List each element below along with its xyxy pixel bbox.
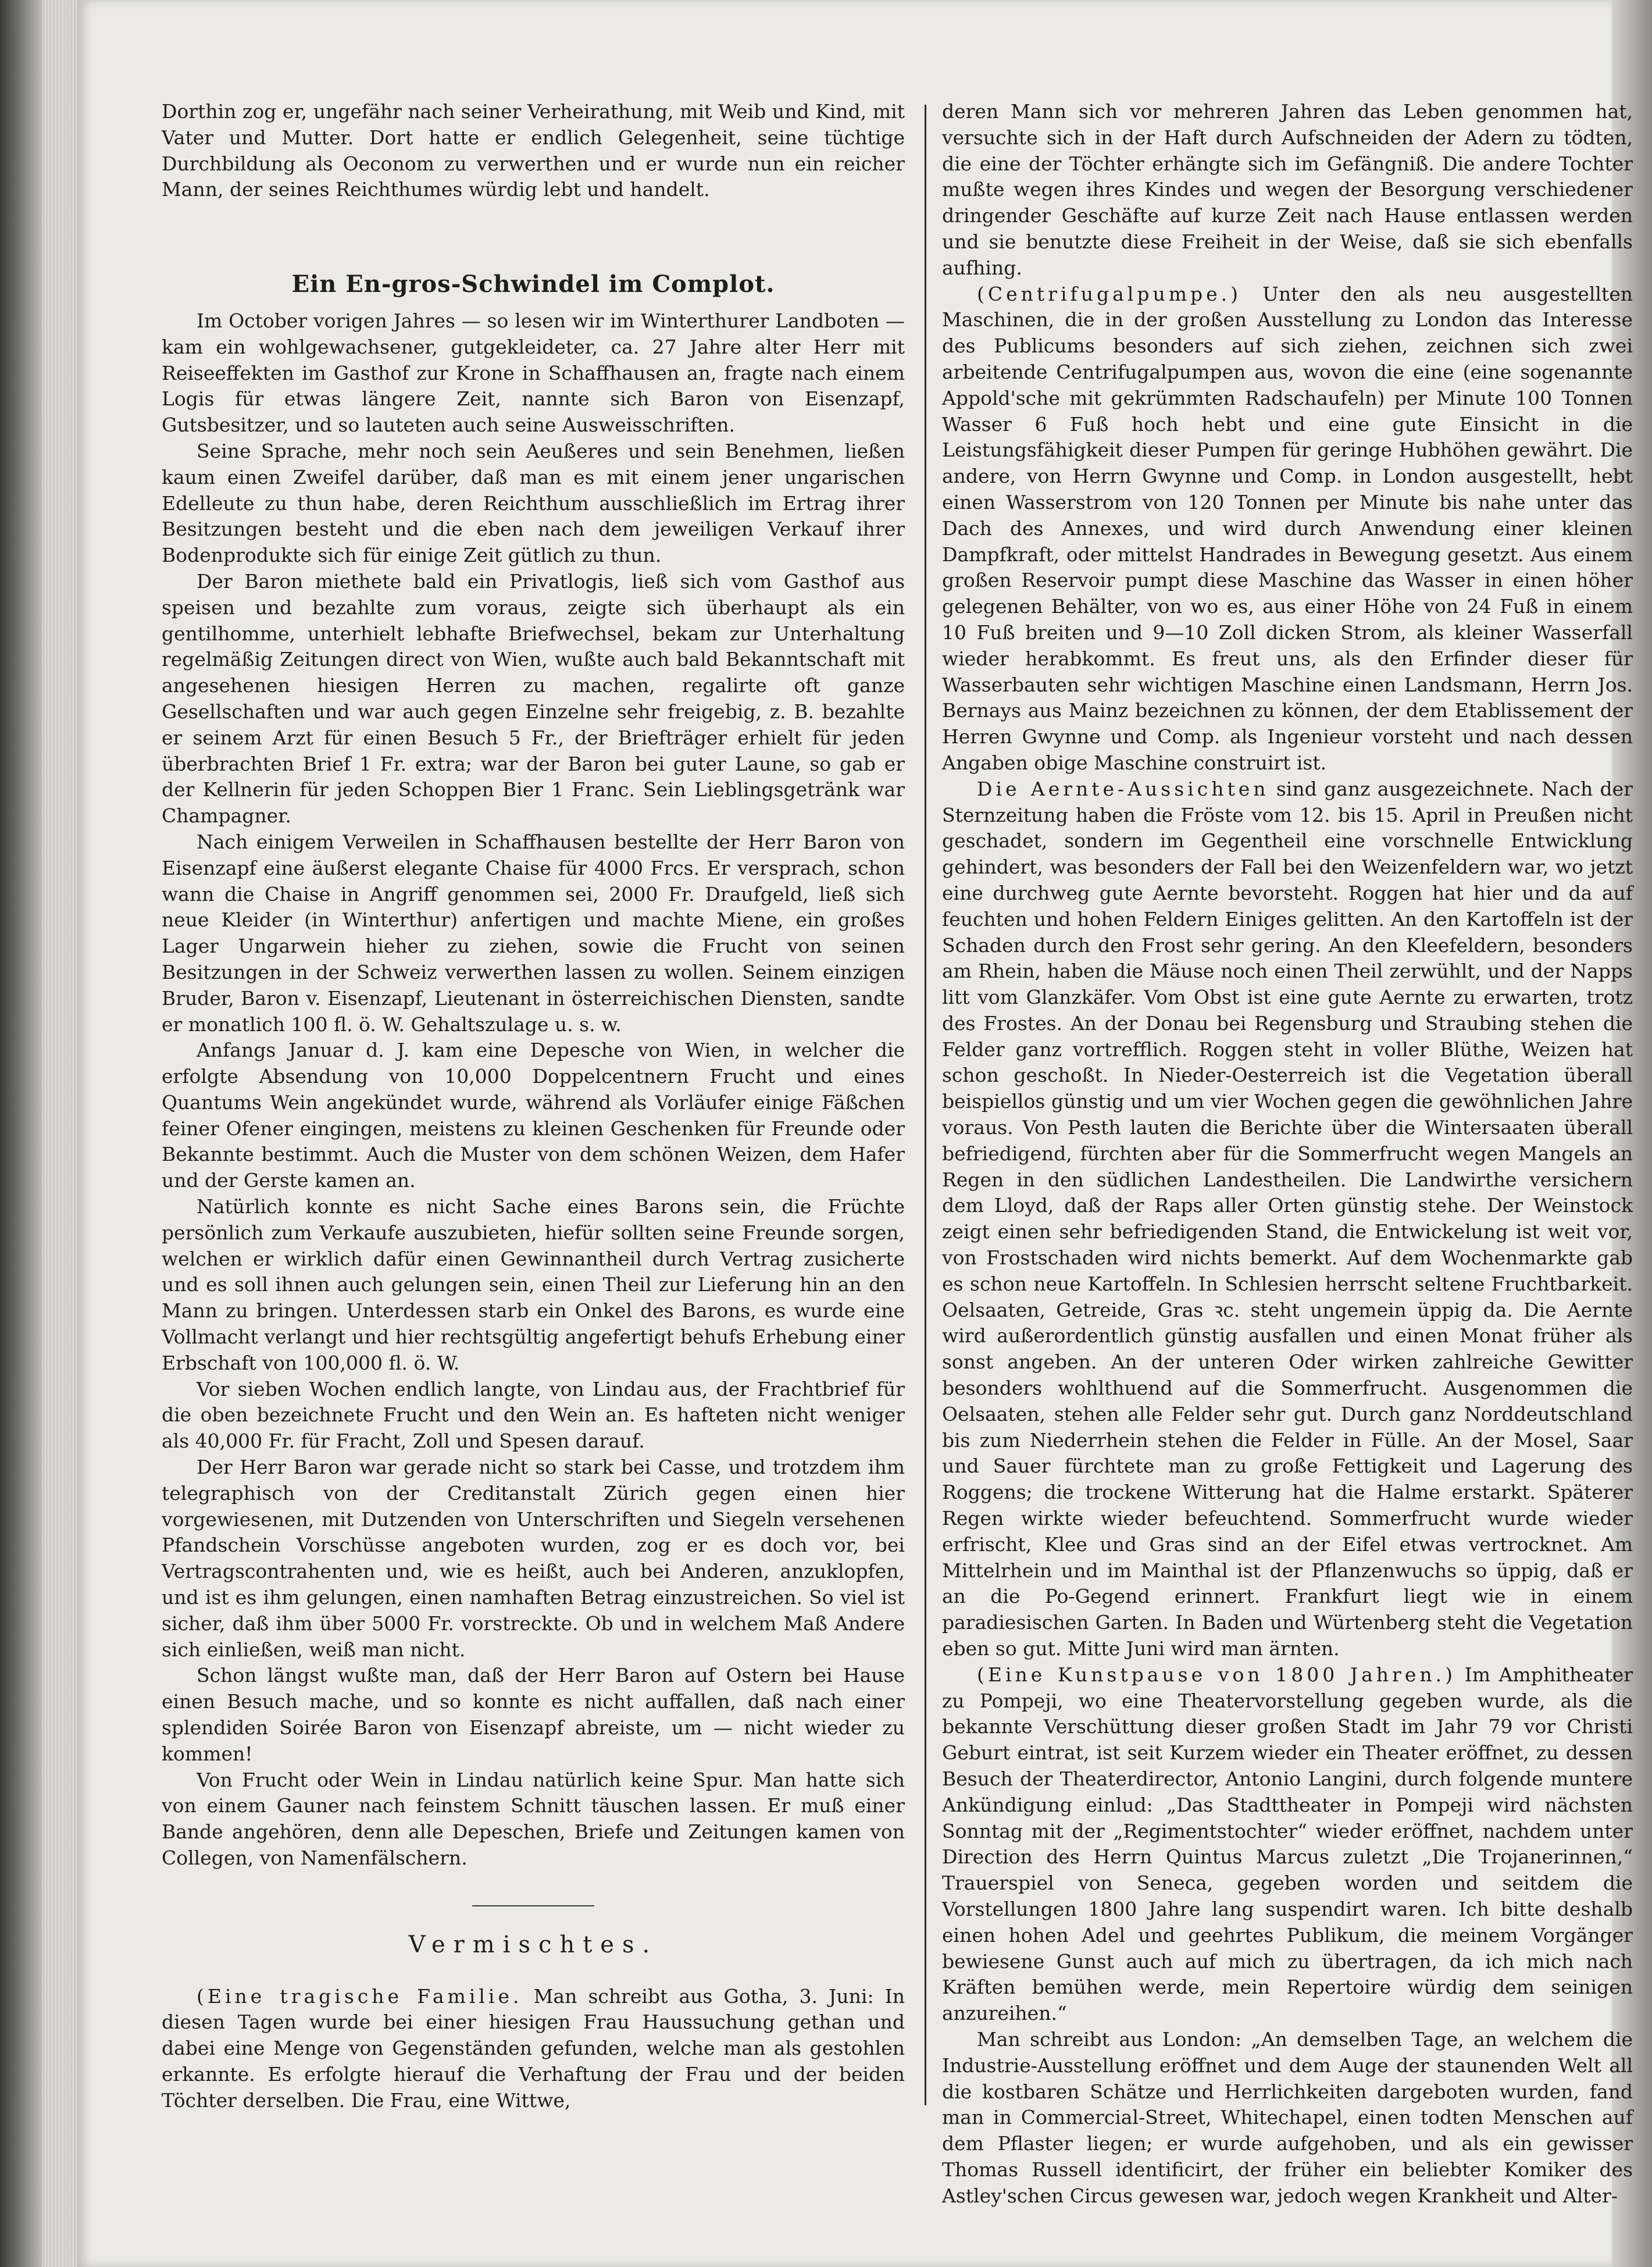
section-title: Vermischtes. [408,1931,658,1958]
pump-text: Unter den als neu ausgestellten Maschinen, die in der großen Ausstellung zu London das Interesse des Publicums besonders auf sich ziehen, zeichnen sich zwei arbeitende Centrifugalpumpen aus, wovon die eine (eine sogenannte Appold'sche mit gekrümmten Radschaufeln) per Minute 100 Tonnen Wasser 6 Fuß hoch hebt und eine gute Einsicht in die Leistungsfähigkeit dieser Pumpen für geringe Hubhöhen gewährt. Die andere, von Herrn Gwynne und Comp. in London ausgestellt, hebt einen Wasserstrom von 120 Tonnen per Minute bis nahe unter das Dach des Annexes, und wird durch Anwendung einer kleinen Dampfkraft, oder mittelst Handrades in Bewegung gesetzt. Aus einem großen Reservoir pumpt diese Maschine das Wasser in einen höher gelegenen Behälter, von wo es, aus einer Höhe von 24 Fuß in einem 10 Fuß breiten und 9—10 Zoll dicken Strom, als kleiner Wasserfall wieder herabkommt. Es freut uns, als den Erfinder dieser für Wasserbauten sehr wichtigen Maschine einen Landsmann, Herrn Jos. Bernays aus Mainz bezeichnen zu können, der dem Etablissement der Herren Gwynne und Comp. als Ingenieur vorsteht und nach dessen Angaben obige Maschine construirt ist. [942,282,1633,774]
pompeji-text: Im Amphitheater zu Pompeji, wo eine Theatervorstellung gegeben wurde, als die bekannte Verschüttung dieser großen Stadt im Jahr 79 vor Christi Geburt eintrat, ist seit Kurzem wieder ein Theater eröffnet, zu dessen Besuch der Theaterdirector, Antonio Langini, durch folgende muntere Ankündigung einlud: „Das Stadttheater in Pompeji wird nächsten Sonntag mit der „Regimentstochter“ wieder eröffnet, nachdem unter Direction des Herrn Quintus Marcus zuletzt „Die Trojanerinnen,“ Trauerspiel von Seneca, gegeben worden und seitdem die Vorstellungen 1800 Jahre lang suspendirt waren. Ich bitte deshalb einen hohen Adel und geehrtes Publikum, die meinem Vorgänger bewiesene Gunst auch auf mich zu übertragen, da ich mich nach Kräften bemühen werde, mein Repertoire würdig dem seinigen anzureihen.“ [942,1663,1633,2025]
pompeji-lead: (Eine Kunstpause von 1800 Jahren.) [977,1663,1456,1686]
vermischtes-paragraph-1 [162,1984,905,2114]
article-paragraph-5: Anfangs Januar d. J. kam eine Depesche von Wien, in welcher die erfolgte Absendung von 10,000 Doppelcentnern Frucht und eines Quantums Wein angekündet wurde, während als Vorläufer einige Fäßchen feiner Ofener eingingen, meistens zu kleinen Geschenken für Freunde oder Bekannte bestimmt. Auch die Muster von dem schönen Weizen, dem Hafer und der Gerste kamen an. [162,1039,905,1192]
section-rule [472,1905,594,1906]
harvest-lead: Die Aernte-Aussichten [977,777,1269,800]
harvest-paragraph [942,776,1633,1662]
column-divider [925,105,926,2105]
pump-paragraph [942,281,1633,776]
harvest-text: sind ganz ausgezeichnete. Nach der Sternzeitung haben die Fröste vom 12. bis 15. April in Preußen nicht geschadet, sondern im Gegentheil eine vorschnelle Entwicklung gehindert, was besonders der Fall bei den Weizenfeldern war, wo jetzt eine durchweg gute Aernte bevorsteht. Roggen hat hier und da auf feuchten und hohen Feldern Einiges gelitten. An den Kartoffeln ist der Schaden durch den Frost sehr gering. An den Kleefeldern, besonders am Rhein, haben die Mäuse noch einen Theil zerwühlt, und der Napps litt vom Glanzkäfer. Vom Obst ist eine gute Aernte zu erwarten, trotz des Frostes. An der Donau bei Regensburg und Straubing stehen die Felder ganz vortrefflich. Roggen steht in voller Blüthe, Weizen hat schon geschoßt. In Nieder-Oesterreich ist die Vegetation überall beispiellos günstig und um vier Wochen gegen die gewöhnlichen Jahre voraus. Von Pesth lauten die Berichte über die Wintersaaten überall befriedigend, fürchten aber für die Sommerfrucht wegen Mangels an Regen in den südlichen Landestheilen. Die Landwirthe versichern dem Lloyd, daß der Raps aller Orten günstig stehe. Der Weinstock zeigt einen sehr befriedigenden Stand, die Entwickelung ist weit vor, von Frostschaden wird nichts bemerkt. Auf dem Wochenmarkte gab es schon neue Kartoffeln. In Schlesien herrscht seltene Fruchtbarkeit. Oelsaaten, Getreide, Gras ꝛc. steht ungemein üppig da. Die Aernte wird außerordentlich günstig ausfallen und einen Monat früher als sonst angeben. An der unteren Oder wirken zahlreiche Gewitter besonders wohlthuend auf die Sommerfrucht. Ausgenommen die Oelsaaten, stehen alle Felder sehr gut. Durch ganz Norddeutschland bis zum Niederrhein stehen die Felder in Fülle. An der Mosel, Saar und Sauer fürchtete man zu große Fettigkeit und Lagerung des Roggens; die trockene Witterung hat die Halme erstarkt. Späterer Regen wirkte wieder befeuchtend. Sommerfrucht wurde wieder erfrischt, Klee und Gras sind an der Eifel etwas vertrocknet. Am Mittelrhein und im Mainthal ist der Pflanzenwuchs so üppig, daß er an die Po-Gegend erinnert. Frankfurt liegt wie in einem paradiesischen Garten. In Baden und Würtenberg steht die Vegetation eben so gut. Mitte Juni wird man ärnten. [942,777,1633,1660]
item-lead: (Eine tragische Familie. [197,1984,523,2008]
continuation-paragraph: deren Mann sich vor mehreren Jahren das Leben genommen hat, versuchte sich in der Haft durch Aufschneiden der Adern zu tödten, die eine der Töchter erhängte sich im Gefängniß. Die andere Tochter mußte wegen ihres Kindes und wegen der Besorgung verschiedener dringender Geschäfte auf kurze Zeit nach Hause entlassen werden und sie benutzte diese Freiheit in der Weise, daß sie sich ebenfalls aufhing. [942,100,1633,279]
article-paragraph-3: Der Baron miethete bald ein Privatlogis, ließ sich vom Gasthof aus speisen und bezahlte zum voraus, zeigte sich überhaupt als ein gentilhomme, unterhielt lebhafte Briefwechsel, bekam zur Unterhaltung regelmäßig Zeitungen direct von Wien, wußte auch bald Bekanntschaft mit angesehenen hiesigen Herren zu machen, regalirte oft ganze Gesellschaften und war auch gegen Einzelne sehr freigebig, z. B. bezahlte er seinem Arzt für einen Besuch 5 Fr., der Briefträger erhielt für jeden überbrachten Brief 1 Fr. extra; war der Baron bei guter Laune, so gab er der Kellnerin für jeden Schoppen Bier 1 Franc. Sein Lieblingsgetränk war Champagner. [162,569,905,828]
article-paragraph-9: Schon längst wußte man, daß der Herr Baron auf Ostern bei Hause einen Besuch mache, und so konnte es nicht auffallen, daß nach einer splendiden Soirée Baron von Eisenzapf abreiste, um — nicht wieder zu kommen! [162,1664,905,1765]
right-column [942,99,1633,2209]
article-paragraph-1: Im October vorigen Jahres — so lesen wir im Winterthurer Landboten — kam ein wohlgewachsener, gutgekleideter, ca. 27 Jahre alter Herr mit Reiseeffekten im Gasthof zur Krone in Schaffhausen an, fragte nach einem Logis für etwas längere Zeit, nannte sich Baron von Eisenzapf, Gutsbesitzer, und so lauteten auch seine Ausweisschriften. [162,309,905,437]
pompeji-paragraph [942,1662,1633,2027]
london-paragraph: Man schreibt aus London: „An demselben Tage, an welchem die Industrie-Ausstellung eröffnet und dem Auge der staunenden Welt all die kostbaren Schätze und Herrlichkeiten dargeboten wurden, fand man in Commercial-Street, Whitechapel, einen todten Menschen auf dem Pflaster liegen; er wurde aufgehoben, und als ein gewisser Thomas Russell identificirt, der früher ein beliebter Komiker des Astley'schen Circus gewesen war, jedoch wegen Krankheit und Alter- [942,2027,1633,2207]
article-paragraph-7: Vor sieben Wochen endlich langte, von Lindau aus, der Frachtbrief für die oben bezeichnete Frucht und den Wein an. Es hafteten nicht weniger als 40,000 Fr. für Fracht, Zoll und Spesen darauf. [162,1377,905,1453]
article-paragraph-4: Nach einigem Verweilen in Schaffhausen bestellte der Herr Baron von Eisenzapf eine äußerst elegante Chaise für 4000 Frcs. Er versprach, schon wann die Chaise in Angriff genommen sei, 2000 Fr. Draufgeld, ließ sich neue Kleider (in Winterthur) anfertigen und machte Miene, ein großes Lager Ungarwein hieher zu ziehen, sowie die Frucht von seinen Besitzungen in der Schweiz verwerthen lassen zu wollen. Seinem einzigen Bruder, Baron v. Eisenzapf, Lieutenant in österreichischen Diensten, sandte er monatlich 100 fl. ö. W. Gehaltszulage u. s. w. [162,830,905,1036]
article-paragraph-8: Der Herr Baron war gerade nicht so stark bei Casse, und trotzdem ihm telegraphisch von der Creditanstalt Zürich gegen einen hier vorgewiesenen, mit Dutzenden von Unterschriften und Siegeln versehenen Pfandschein Vorschüsse angeboten wurden, zog er es doch vor, bei Vertragscontrahenten und, wie es heißt, auch bei Anderen, anzuklopfen, und ist es ihm gelungen, einen namhaften Betrag einzustreichen. So viel ist sicher, daß ihm über 5000 Fr. vorstreckte. Ob und in welchem Maß Andere sich einließen, weiß man nicht. [162,1456,905,1661]
article-paragraph-10: Von Frucht oder Wein in Lindau natürlich keine Spur. Man hatte sich von einem Gauner nach feinstem Schnitt täuschen lassen. Er muß einer Bande angehören, denn alle Depeschen, Briefe und Zeitungen kamen von Collegen, von Namenfälschern. [162,1768,905,1869]
pump-lead: (Centrifugalpumpe.) [977,282,1242,305]
article-title: Ein En-gros-Schwindel im Complot. [291,270,775,298]
intro-paragraph: Dorthin zog er, ungefähr nach seiner Verheirathung, mit Weib und Kind, mit Vater und Mutter. Dort hatte er endlich Gelegenheit, seine tüchtige Durchbildung als Oeconom zu verwerthen und er wurde nun ein reicher Mann, der seines Reichthumes würdig lebt und handelt. [162,100,905,201]
book-binding-edge [42,0,77,2267]
item-text: Man schreibt aus Gotha, 3. Juni: In diesen Tagen wurde bei einer hiesigen Frau Haussuchung gethan und dabei eine Menge von Gegenständen gefunden, welche man als gestohlen erkannte. Es erfolgte hierauf die Verhaftung der Frau und der beiden Töchter derselben. Die Frau, eine Wittwe, [162,1984,905,2112]
scan-dark-margin [0,0,42,2267]
article-paragraph-6: Natürlich konnte es nicht Sache eines Barons sein, die Früchte persönlich zum Verkaufe auszubieten, hiefür sollten seine Freunde sorgen, welchen er wirklich dafür einen Gewinnantheil durch Vertrag zusicherte und es soll ihnen auch gelungen sein, einen Theil zur Lieferung hin an den Mann zu bringen. Unterdessen starb ein Onkel des Barons, es wurde eine Vollmacht verlangt und hier rechtsgültig angefertigt behufs Erhebung einer Erbschaft von 100,000 fl. ö. W. [162,1195,905,1374]
article-paragraph-2: Seine Sprache, mehr noch sein Aeußeres und sein Benehmen, ließen kaum einen Zweifel darüber, daß man es mit einem jener ungarischen Edelleute zu thun habe, deren Reichthum ausschließlich im Ertrag ihrer Besitzungen besteht und die eben nach dem jeweiligen Verkauf ihrer Bodenprodukte sich für einige Zeit gütlich zu thun. [162,439,905,567]
left-column [162,99,905,2114]
